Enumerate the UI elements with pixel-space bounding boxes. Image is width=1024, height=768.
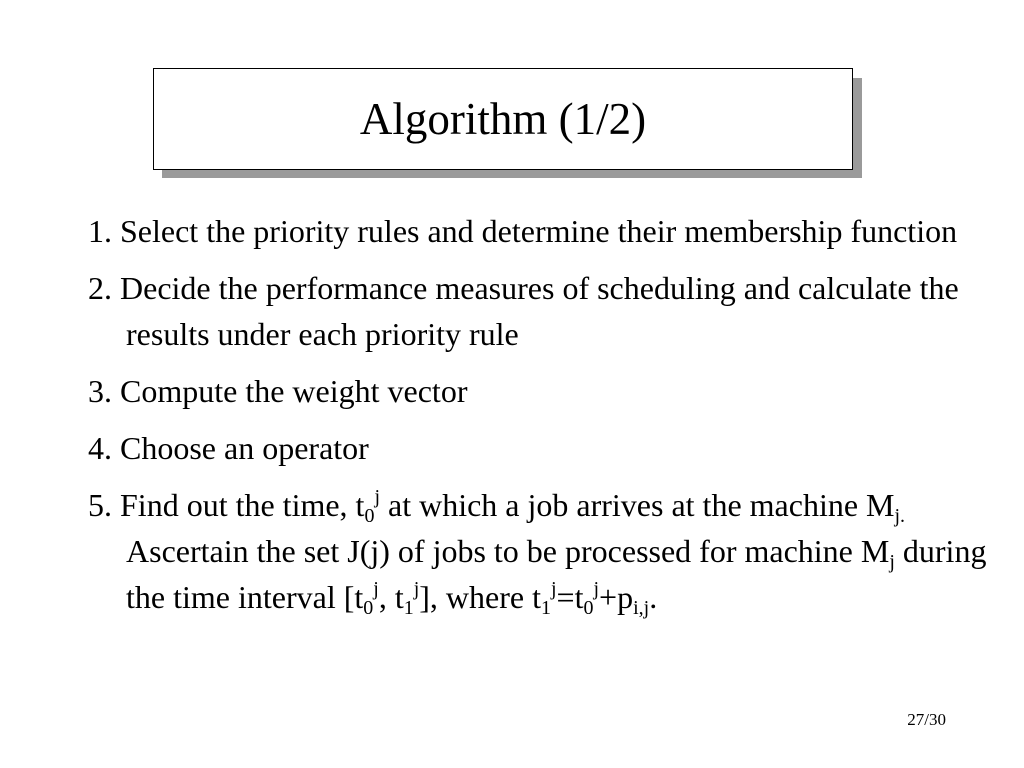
subscript: j xyxy=(889,551,895,573)
title-box xyxy=(153,68,853,170)
superscript: j xyxy=(593,578,600,600)
superscript: j xyxy=(374,486,380,508)
page-number: 27/30 xyxy=(907,710,946,729)
step-1: 1. Select the priority rules and determine their membership function xyxy=(88,213,958,249)
step-5-text: at which a job arrives at the machine M xyxy=(380,487,895,523)
slide-title: Algorithm (1/2) xyxy=(359,93,647,144)
superscript: j xyxy=(373,578,379,600)
subscript: 1 xyxy=(403,597,414,619)
step-5-text: +p xyxy=(599,579,634,615)
subscript: 0 xyxy=(364,505,375,527)
subscript: 1 xyxy=(540,597,551,619)
superscript: j xyxy=(413,578,420,600)
step-5-text: , t xyxy=(378,579,404,615)
subscript: j. xyxy=(894,505,906,527)
step-5-text: . xyxy=(649,579,658,615)
step-5-text: =t xyxy=(556,579,584,615)
superscript: j xyxy=(550,578,557,600)
step-3: 3. Compute the weight vector xyxy=(88,373,468,409)
subscript: i,j xyxy=(633,597,650,619)
step-2: 2. Decide the performance measures of scheduling and calculate the results under each priority rule xyxy=(88,270,959,352)
subscript: 0 xyxy=(583,597,594,619)
step-5-text: during the time interval [t xyxy=(126,533,987,615)
step-4: 4. Choose an operator xyxy=(88,430,369,466)
step-5-text: ], where t xyxy=(419,579,541,615)
step-5 xyxy=(88,482,988,620)
subscript: 0 xyxy=(363,597,374,619)
step-5-text: 5. Find out the time, t xyxy=(88,487,365,523)
algorithm-steps xyxy=(88,208,988,620)
step-5-text: Ascertain the set J(j) of jobs to be processed for machine M xyxy=(126,533,890,569)
